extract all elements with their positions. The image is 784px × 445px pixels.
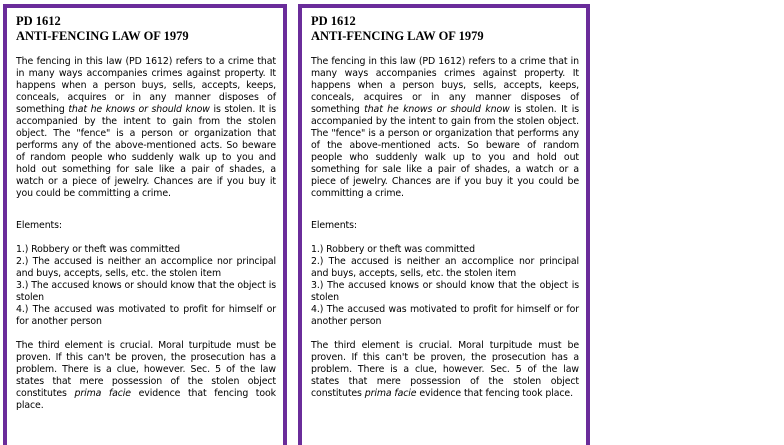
- intro-text-a: The fencing in this law (PD 1612) refers to a crime that in many ways accompanies crimes against property. It happens when a person buys, sells, accepts, keeps, conceals, acquires or in any manner disposes of something: [16, 56, 276, 115]
- closing-emphasis: prima facie: [74, 388, 131, 399]
- closing-text-b: evidence that fencing took place.: [416, 388, 573, 399]
- list-item: 3.) The accused knows or should know that the object is stolen: [16, 280, 276, 303]
- intro-paragraph: [311, 56, 579, 200]
- closing-paragraph: [16, 340, 276, 412]
- intro-text-a: The fencing in this law (PD 1612) refers to a crime that in many ways accompanies crimes against property. It happens when a person buys, sells, accepts, keeps, conceals, acquires or in any manner disposes of something: [311, 56, 579, 115]
- closing-text-a: The third element is crucial. Moral turpitude must be proven. If this can't be proven, the prosecution has a problem. There is a clue, however. Sec. 5 of the law states that mere possession of the stolen object constitutes: [311, 340, 579, 399]
- intro-emphasis: that he knows or should know: [364, 104, 510, 115]
- list-item: 4.) The accused was motivated to profit for himself or for another person: [16, 304, 276, 327]
- closing-text-a: The third element is crucial. Moral turpitude must be proven. If this can't be proven, the prosecution has a problem. There is a clue, however. Sec. 5 of the law states that mere possession of the stolen object constitutes: [16, 340, 276, 399]
- intro-paragraph: [16, 56, 276, 200]
- document-card-right: [298, 4, 590, 445]
- elements-list: [16, 244, 276, 328]
- law-code: PD 1612: [311, 14, 356, 28]
- list-item: 2.) The accused is neither an accomplice nor principal and buys, accepts, sells, etc. the stolen item: [16, 256, 276, 279]
- intro-text-b: is stolen. It is accompanied by the intent to gain from the stolen object. The "fence" is a person or organization that performs any of the above-mentioned acts. So beware of random people who suddenly walk up to you and hold out something for sale like a pair of shades, a watch or a piece of jewelry. Chances are if you buy it you could be committing a crime.: [16, 104, 277, 199]
- law-code: PD 1612: [16, 14, 61, 28]
- law-title: ANTI-FENCING LAW OF 1979: [16, 29, 189, 43]
- list-item: 2.) The accused is neither an accomplice nor principal and buys, accepts, sells, etc. the stolen item: [311, 256, 579, 279]
- elements-list: [311, 244, 579, 328]
- law-title: ANTI-FENCING LAW OF 1979: [311, 29, 484, 43]
- list-item: 1.) Robbery or theft was committed: [16, 244, 180, 255]
- list-item: 3.) The accused knows or should know that the object is stolen: [311, 280, 579, 303]
- elements-heading: Elements:: [16, 220, 62, 231]
- list-item: 4.) The accused was motivated to profit for himself or for another person: [311, 304, 579, 327]
- intro-text-b: is stolen. It is accompanied by the intent to gain from the stolen object. The "fence" is a person or organization that performs any of the above-mentioned acts. So beware of random people who suddenly walk up to you and hold out something for sale like a pair of shades, a watch or a piece of jewelry. Chances are if you buy it you could be committing a crime.: [311, 104, 579, 199]
- list-item: 1.) Robbery or theft was committed: [311, 244, 475, 255]
- closing-paragraph: [311, 340, 579, 400]
- elements-heading: Elements:: [311, 220, 357, 231]
- document-card-left: [3, 4, 287, 445]
- intro-emphasis: that he knows or should know: [68, 104, 210, 115]
- closing-text-b: evidence that fencing took place.: [16, 388, 276, 411]
- closing-emphasis: prima facie: [364, 388, 417, 399]
